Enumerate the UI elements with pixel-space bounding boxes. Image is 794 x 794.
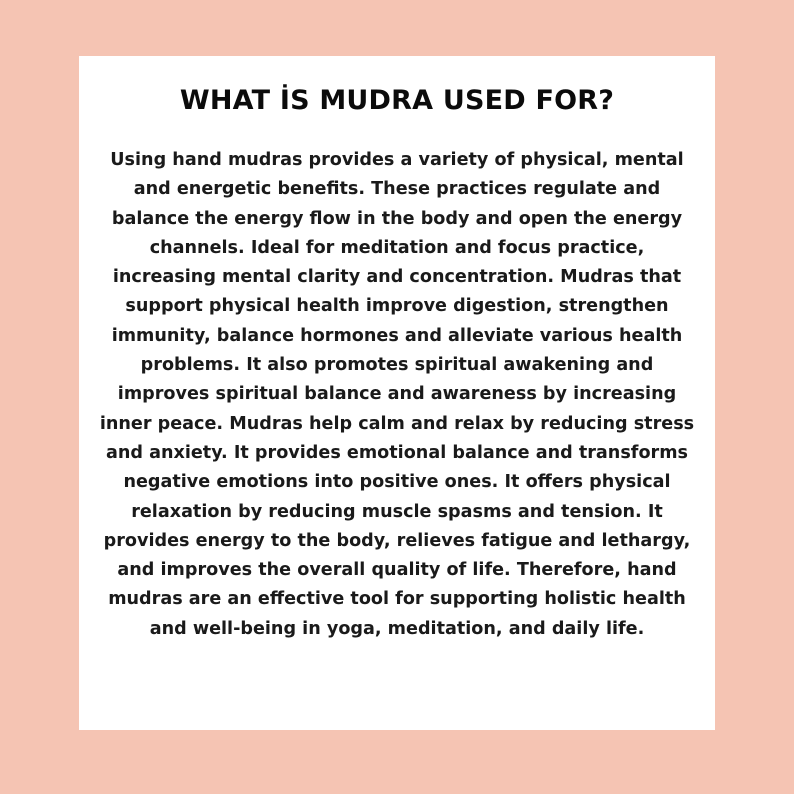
card-title: WHAT İS MUDRA USED FOR? — [179, 85, 615, 116]
content-card — [79, 56, 715, 730]
card-body-text: Using hand mudras provides a variety of physical, mental and energetic benefits. These practices regulate and balance the energy flow in the body and open the energy channels. Ideal for meditation and focus practice, increasing mental clarity and concentration. Mudras that support physical health improve digestion, strengthen immunity, balance hormones and alleviate various health problems. It also promotes spiritual awakening and improves spiritual balance and awareness by increasing inner peace. Mudras help calm and relax by reducing stress and anxiety. It provides emotional balance and transforms negative emotions into positive ones. It offers physical relaxation by reducing muscle spasms and tension. It provides energy to the body, relieves fatigue and lethargy, and improves the overall quality of life. Therefore, hand mudras are an effective tool for supporting holistic health and well-being in yoga, meditation, and daily life. — [99, 150, 695, 639]
